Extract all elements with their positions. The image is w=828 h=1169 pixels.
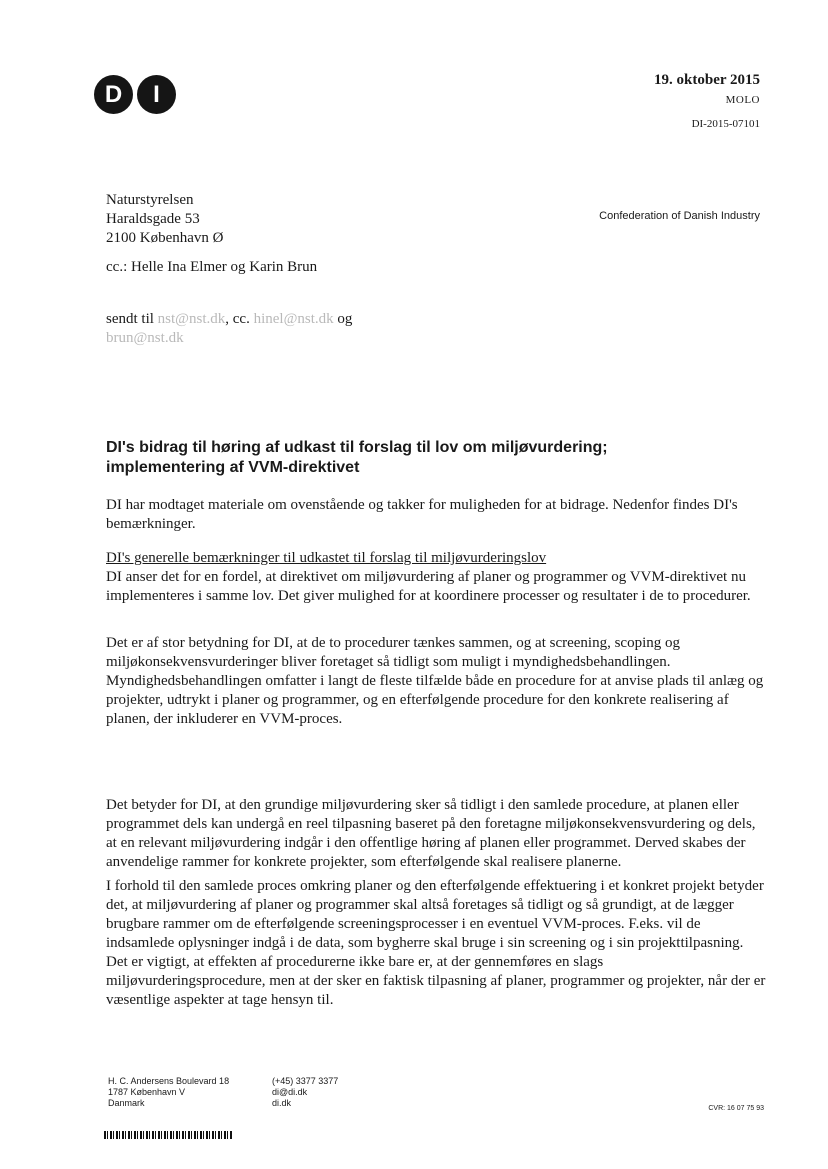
body-paragraph-4: I forhold til den samlede proces omkring planer og den efterfølgende effektuering i et konkret projekt betyder det, at miljøvurdering af planer og programmer skal altså foretages så tidligt og så grundigt, at de lægger brugbare rammer om de efterfølgende screeningsprocesser i en eventuel VVM-proces. F.eks. vil de indsamlede oplysninger indgå i de data, som bygherre skal bruge i sin screening og i sin projekttilpasning. Det er vigtigt, at effekten af procedurerne ikke bare er, at der gennemføres en slags miljøvurderingsprocedure, men at der sker en faktisk tilpasning af planer, programmer og projekter, når der er væsentlige aspekter at tage hensyn til.	[106, 878, 766, 1008]
email-link-nst[interactable]: nst@nst.dk	[157, 311, 226, 327]
letter-subject: DI's bidrag til høring af udkast til forslag til lov om miljøvurdering; implementering af VVM-direktivet	[106, 439, 608, 476]
footer-street: H. C. Andersens Boulevard 18	[108, 1076, 230, 1086]
footer-city: 1787 København V	[108, 1087, 186, 1097]
sent-prefix: sendt til	[106, 311, 158, 327]
email-link-hinel[interactable]: hinel@nst.dk	[253, 311, 334, 327]
organization-name: Confederation of Danish Industry	[599, 210, 760, 222]
footer-email: di@di.dk	[272, 1087, 308, 1097]
section-text: DI anser det for en fordel, at direktivet om miljøvurdering af planer og programmer og VVM-direktivet nu implementeres i samme lov. Det giver mulighed for at koordinere processer og resultater i de to procedurer.	[106, 569, 751, 604]
sent-mid: , cc.	[225, 311, 254, 327]
recipient-street: Haraldsgade 53	[106, 211, 200, 227]
recipient-name: Naturstyrelsen	[106, 192, 194, 208]
recipient-address	[106, 191, 223, 248]
footer-web: di.dk	[272, 1098, 292, 1108]
logo-letter-i: I	[137, 75, 176, 114]
recipient-city: 2100 København Ø	[106, 230, 224, 246]
general-remarks-section	[106, 549, 766, 606]
reference-number: DI-2015-07101	[691, 118, 760, 130]
footer-phone: (+45) 3377 3377	[272, 1076, 339, 1086]
footer-country: Danmark	[108, 1098, 145, 1108]
footer-contact	[272, 1076, 338, 1109]
cc-line: cc.: Helle Ina Elmer og Karin Brun	[106, 259, 318, 275]
author-initials: MOLO	[725, 94, 760, 106]
body-paragraph-2: Det er af stor betydning for DI, at de to procedurer tænkes sammen, og at screening, scoping og miljøkonsekvensvurderinger bliver foretaget så tidligt som muligt i myndighedsbehandlingen. Myndighedsbehandlingen omfatter i langt de fleste tilfælde både en procedure for at anvise plads til anlæg og projekter, udtrykt i planer og programmer, og en efterfølgende procedure for den konkrete realisering af planen, der inkluderer en VVM-proces.	[106, 635, 764, 727]
sent-to-line	[106, 310, 352, 348]
email-link-brun[interactable]: brun@nst.dk	[106, 330, 184, 346]
letter-date: 19. oktober 2015	[654, 72, 760, 88]
logo-letter-d: D	[94, 75, 133, 114]
di-logo	[94, 75, 176, 114]
sent-suffix: og	[333, 311, 353, 327]
footer-cvr: CVR: 16 07 75 93	[708, 1105, 764, 1112]
body-paragraph-3: Det betyder for DI, at den grundige miljøvurdering sker så tidligt i den samlede procedure, at planen eller programmet dels kan undergå en reel tilpasning baseret på den foretagne miljøkonsekvensvurdering og dels, at en relevant miljøvurdering indgår i den offentlige høring af planen eller programmet. Derved skabes der anvendelige rammer for konkrete projekter, som efterfølgende skal realisere planerne.	[106, 797, 756, 870]
intro-paragraph: DI har modtaget materiale om ovenstående og takker for muligheden for at bidrage. Nedenfor findes DI's bemærkninger.	[106, 497, 738, 532]
document-barcode	[104, 1131, 232, 1139]
section-heading: DI's generelle bemærkninger til udkastet til forslag til miljøvurderingslov	[106, 550, 547, 566]
footer-address	[108, 1076, 229, 1109]
